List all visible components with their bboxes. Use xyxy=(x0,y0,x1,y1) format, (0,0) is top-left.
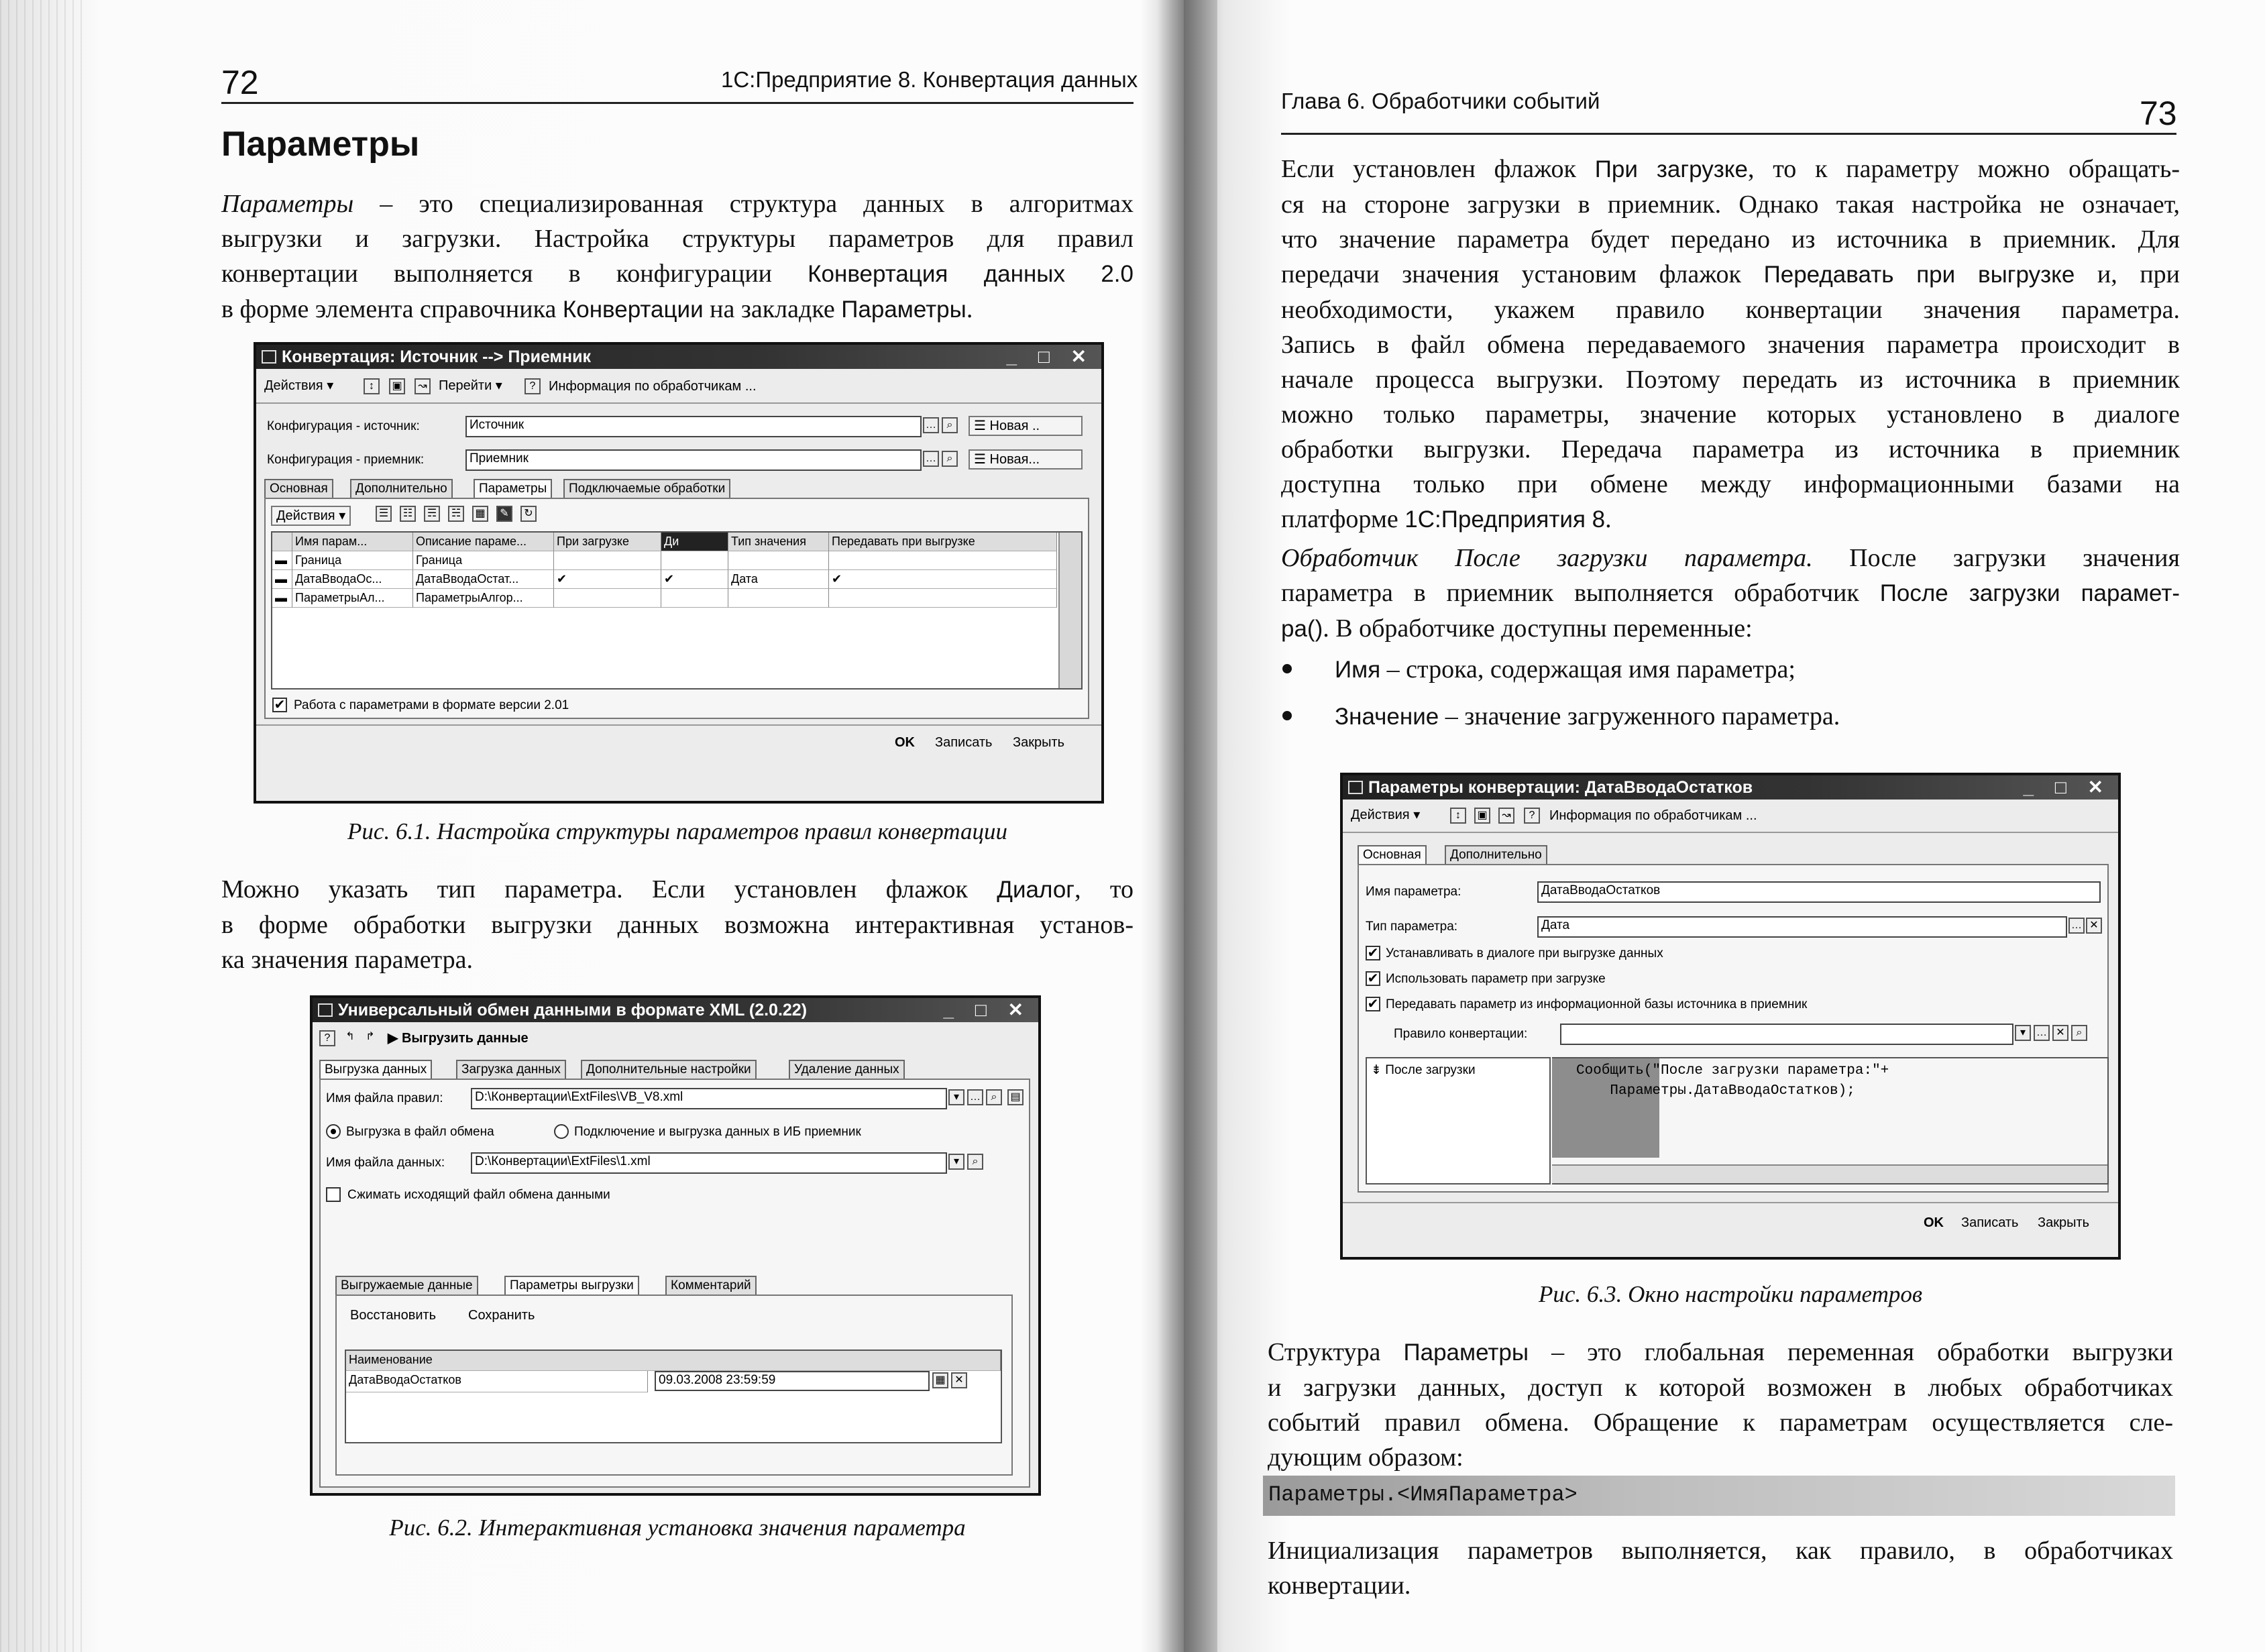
window-title-bar xyxy=(313,998,1038,1022)
text: – это специализированная структура данных в алгоритмах xyxy=(353,190,1134,218)
code-line-1: Сообщить("После загрузки параметра:"+ xyxy=(1576,1063,1889,1079)
term: Конвертации xyxy=(562,296,704,323)
grid-cell[interactable]: Граница xyxy=(413,551,554,570)
toolbar-divider xyxy=(1343,832,2118,833)
tab-unload-parameters[interactable]: Параметры выгрузки xyxy=(504,1276,639,1295)
goto-menu[interactable]: Перейти ▾ xyxy=(439,378,502,393)
edit-row-icon[interactable]: ☴ xyxy=(424,506,440,522)
handlers-info-button[interactable]: Информация по обработчикам ... xyxy=(549,379,757,394)
new-target-button[interactable]: ☰ Новая... xyxy=(969,449,1083,470)
window-controls[interactable]: _ □ ✕ xyxy=(943,999,1032,1020)
restore-button[interactable]: Восстановить xyxy=(350,1308,437,1323)
target-field[interactable]: Приемник xyxy=(465,449,922,471)
term: При загрузке xyxy=(1594,156,1748,182)
term: Диалог xyxy=(997,877,1075,903)
text: , то xyxy=(1074,875,1134,903)
copy-row-icon[interactable]: ☷ xyxy=(400,506,416,522)
clear-icon[interactable]: ✕ xyxy=(2086,918,2102,934)
refresh-icon[interactable]: ↻ xyxy=(520,506,537,522)
grid-cell[interactable]: Граница xyxy=(292,551,413,570)
column-header[interactable]: Ди xyxy=(661,533,728,551)
window-title: Конвертация: Источник --> Приемник xyxy=(282,347,591,366)
unload-to-file-label: Выгрузка в файл обмена xyxy=(346,1125,494,1139)
conversion-rule-label: Правило конвертации: xyxy=(1394,1027,1528,1041)
on-load-checkbox-label: Использовать параметр при загрузке xyxy=(1386,972,1606,986)
tab-main[interactable]: Основная xyxy=(264,479,333,498)
term: Конвертация данных 2.0 xyxy=(808,261,1134,287)
dialog-checkbox[interactable]: ✔ xyxy=(1366,946,1380,960)
save-button[interactable]: Записать xyxy=(935,735,993,750)
grid-cell[interactable] xyxy=(728,551,829,570)
section-heading: Параметры xyxy=(221,125,420,164)
text: . xyxy=(1605,505,1612,533)
grid-cell[interactable] xyxy=(829,551,1057,570)
search-icon[interactable]: ⌕ xyxy=(2071,1025,2087,1041)
help-icon[interactable]: ? xyxy=(524,378,541,394)
text: выгрузки и загрузки. Настройка структуры параметров для правил xyxy=(221,225,1134,253)
help-icon[interactable]: ? xyxy=(319,1030,335,1046)
ellipsis-icon[interactable]: … xyxy=(923,451,939,467)
term: Имя xyxy=(1335,657,1381,683)
tab-main[interactable]: Основная xyxy=(1358,845,1427,864)
actions-menu[interactable]: Действия ▾ xyxy=(1351,808,1421,822)
column-header[interactable]: Передавать при выгрузке xyxy=(829,533,1057,551)
term: Параметры xyxy=(1403,1339,1529,1366)
data-file-field[interactable]: D:\Конвертации\ExtFiles\1.xml xyxy=(471,1152,947,1174)
dialog-checkbox-label: Устанавливать в диалоге при выгрузке данных xyxy=(1386,946,1663,960)
term: ра() xyxy=(1281,616,1323,642)
text: платформе xyxy=(1281,505,1405,533)
text: . xyxy=(966,295,973,323)
window-title-bar xyxy=(256,345,1101,369)
grid-cell[interactable]: ПараметрыАл... xyxy=(292,589,413,608)
conversion-rule-field[interactable] xyxy=(1560,1024,2013,1045)
code-example xyxy=(1263,1476,2175,1516)
text: дующим образом: xyxy=(1268,1443,1463,1472)
text: – это глобальная переменная обработки выгрузки xyxy=(1529,1338,2173,1366)
text: параметра в приемник выполняется обработчик xyxy=(1281,579,1880,607)
right-paragraph-2 xyxy=(1281,541,2180,647)
parameters-grid xyxy=(271,531,1083,690)
text: доступна только при обмене между информационными базами на xyxy=(1281,470,2180,498)
term-parameters: Параметры xyxy=(221,190,354,218)
ok-button[interactable]: OK xyxy=(1924,1215,1944,1230)
target-label: Конфигурация - приемник: xyxy=(267,453,425,467)
search-icon[interactable]: ⌕ xyxy=(942,417,958,433)
right-paragraph-1 xyxy=(1281,152,2180,537)
compress-checkbox[interactable] xyxy=(326,1187,341,1202)
calendar-icon[interactable]: ▦ xyxy=(932,1372,948,1388)
footer-divider xyxy=(256,724,1101,726)
tab-additional[interactable]: Дополнительно xyxy=(350,479,453,498)
text: передачи значения установим флажок xyxy=(1281,260,1764,288)
text: – значение загруженного параметра. xyxy=(1439,702,1840,730)
actions-menu[interactable]: Действия ▾ xyxy=(264,378,334,393)
new-source-button[interactable]: ☰ Новая .. xyxy=(969,416,1083,436)
handler-icon: ⇟ xyxy=(1371,1063,1382,1077)
text: можно только параметры, значение которых установлено в диалоге xyxy=(1281,400,2180,429)
right-paragraph-4 xyxy=(1268,1533,2173,1603)
param-name-field[interactable]: ДатаВводаОстатков xyxy=(1537,881,2101,903)
text: . В обработчике доступны переменные: xyxy=(1323,614,1753,643)
goto-icon[interactable]: ↝ xyxy=(415,378,431,394)
bullet-1 xyxy=(1335,652,2180,687)
clear-icon[interactable]: ✕ xyxy=(951,1372,967,1388)
term: 1С:Предприятия 8 xyxy=(1404,506,1606,533)
connect-unload-radio[interactable] xyxy=(554,1124,569,1139)
param-type-field[interactable]: Дата xyxy=(1537,916,2067,938)
save-button[interactable]: Сохранить xyxy=(468,1308,535,1323)
unload-to-file-radio[interactable] xyxy=(326,1124,341,1139)
tab-delete[interactable]: Удаление данных xyxy=(789,1060,905,1079)
tab-unloaded-data[interactable]: Выгружаемые данные xyxy=(335,1276,478,1295)
row-marker-icon: ▬ xyxy=(272,551,292,570)
term: Значение xyxy=(1335,704,1439,730)
text: конвертации выполняется в конфигурации xyxy=(221,260,808,288)
param-type-label: Тип параметра: xyxy=(1366,920,1458,934)
value-field[interactable]: 09.03.2008 23:59:59 xyxy=(655,1371,930,1391)
left-paragraph-1 xyxy=(221,186,1134,327)
grid-cell[interactable]: ✔ xyxy=(661,570,728,589)
delete-row-icon[interactable]: ☵ xyxy=(448,506,464,522)
right-page-number: 73 xyxy=(2140,95,2177,132)
ellipsis-icon[interactable]: … xyxy=(2068,918,2085,934)
window-title: Параметры конвертации: ДатаВводаОстатков xyxy=(1368,778,1753,797)
text: на закладке xyxy=(703,295,842,323)
format-2-01-checkbox[interactable]: ✔ xyxy=(272,698,287,712)
text: – строка, содержащая имя параметра; xyxy=(1380,655,1796,683)
window-controls[interactable]: _ □ ✕ xyxy=(2023,777,2111,797)
ok-button[interactable]: OK xyxy=(895,735,915,750)
code-text: Параметры.<ИмяПараметра> xyxy=(1268,1482,1578,1507)
text: Если установлен флажок xyxy=(1281,155,1595,183)
conversion-window xyxy=(254,342,1104,804)
goto-icon[interactable]: ↝ xyxy=(1498,808,1514,824)
param-name-label: Имя параметра: xyxy=(1366,885,1461,899)
toolbar-divider xyxy=(256,402,1101,404)
text: Запись в файл обмена передаваемого значения параметра происходит в xyxy=(1281,331,2180,359)
column-header[interactable]: Тип значения xyxy=(728,533,829,551)
open-file-icon[interactable]: ▤ xyxy=(1007,1089,1024,1105)
figure-1-caption: Рис. 6.1. Настройка структуры параметров правил конвертации xyxy=(347,818,1007,844)
close-button[interactable]: Закрыть xyxy=(2038,1215,2090,1230)
rules-file-field[interactable]: D:\Конвертации\ExtFiles\VB_V8.xml xyxy=(471,1088,947,1109)
text: ка значения параметра. xyxy=(221,946,473,974)
dropdown-icon[interactable]: ▾ xyxy=(948,1154,964,1170)
text: Структура xyxy=(1268,1338,1404,1366)
grid-cell[interactable] xyxy=(728,589,829,608)
transfer-checkbox[interactable]: ✔ xyxy=(1366,997,1380,1011)
clear-icon[interactable]: ✕ xyxy=(2052,1025,2068,1041)
tab-parameters[interactable]: Параметры xyxy=(474,479,552,498)
undo-icon[interactable]: ↰ xyxy=(345,1031,355,1042)
tab-unload[interactable]: Выгрузка данных xyxy=(319,1060,432,1079)
grid-cell[interactable] xyxy=(554,551,661,570)
grid-corner xyxy=(272,533,292,551)
parameters-grid xyxy=(345,1350,1002,1443)
ellipsis-icon[interactable]: … xyxy=(923,417,939,433)
handler-item[interactable]: ⇟ После загрузки xyxy=(1371,1063,1476,1077)
page-edges xyxy=(0,0,87,1652)
text: Можно указать тип параметра. Если установлен флажок xyxy=(221,875,997,903)
search-icon[interactable]: ⌕ xyxy=(986,1089,1002,1105)
window-controls[interactable]: _ □ ✕ xyxy=(1006,346,1095,367)
grid-cell[interactable]: ДатаВводаОс... xyxy=(292,570,413,589)
grid-cell[interactable] xyxy=(554,589,661,608)
bullet-2 xyxy=(1335,699,2180,734)
left-header-rule xyxy=(221,102,1134,104)
handler-code-editor[interactable] xyxy=(1552,1057,2109,1185)
right-running-head: Глава 6. Обработчики событий xyxy=(1281,89,1600,113)
on-load-checkbox[interactable]: ✔ xyxy=(1366,971,1380,986)
text: в форме элемента справочника xyxy=(221,295,563,323)
compress-label: Сжимать исходящий файл обмена данными xyxy=(347,1188,610,1202)
right-header-rule xyxy=(1281,133,2176,135)
refresh-icon[interactable]: ▣ xyxy=(389,378,405,394)
bullet-icon xyxy=(1282,664,1292,673)
text: событий правил обмена. Обращение к параметрам осуществляется сле- xyxy=(1268,1409,2173,1437)
unload-data-button[interactable]: ▶ Выгрузить данные xyxy=(388,1031,529,1046)
text: , то к параметру можно обращать- xyxy=(1747,155,2180,183)
footer-divider xyxy=(1343,1202,2118,1203)
handlers-info-button[interactable]: Информация по обработчикам ... xyxy=(1549,808,1757,823)
source-label: Конфигурация - источник: xyxy=(267,419,420,433)
text: что значение параметра будет передано из источника в приемник. Для xyxy=(1281,225,2180,254)
move-icon[interactable]: ▦ xyxy=(472,506,488,522)
column-header[interactable]: Наименование xyxy=(346,1351,1001,1371)
grid-scrollbar[interactable] xyxy=(1058,533,1081,688)
text: конвертации. xyxy=(1268,1572,1411,1600)
search-icon[interactable]: ⌕ xyxy=(967,1154,983,1170)
text: После загрузки значения xyxy=(1812,544,2180,572)
source-field[interactable]: Источник xyxy=(465,416,922,437)
rules-file-label: Имя файла правил: xyxy=(326,1091,443,1105)
grid-cell[interactable] xyxy=(661,589,728,608)
grid-cell[interactable]: ✔ xyxy=(829,570,1057,589)
redo-icon[interactable]: ↱ xyxy=(366,1031,375,1042)
tab-plugins[interactable]: Подключаемые обработки xyxy=(563,479,730,498)
save-button[interactable]: Записать xyxy=(1961,1215,2019,1230)
column-header[interactable]: При загрузке xyxy=(554,533,661,551)
xml-exchange-window xyxy=(310,995,1041,1496)
code-line-2: Параметры.ДатаВводаОстатков); xyxy=(1576,1083,1855,1099)
handlers-list xyxy=(1366,1057,1551,1185)
ellipsis-icon[interactable]: … xyxy=(967,1089,983,1105)
term: Обработчик После загрузки параметра. xyxy=(1281,544,1813,572)
text: и загрузки данных, доступ к которой возможен в любых обработчиках xyxy=(1268,1374,2173,1402)
ellipsis-icon[interactable]: … xyxy=(2034,1025,2050,1041)
column-header[interactable]: Имя парам... xyxy=(292,533,413,551)
tab-load[interactable]: Загрузка данных xyxy=(456,1060,566,1079)
grid-cell[interactable]: ДатаВводаОстатков xyxy=(346,1371,648,1392)
window-icon xyxy=(1348,781,1363,794)
transfer-checkbox-label: Передавать параметр из информационной базы источника в приемник xyxy=(1386,997,1808,1011)
text: Инициализация параметров выполняется, как правило, в обработчиках xyxy=(1268,1537,2173,1565)
left-paragraph-2 xyxy=(221,872,1134,977)
grid-cell[interactable] xyxy=(661,551,728,570)
close-button[interactable]: Закрыть xyxy=(1013,735,1065,750)
text: начале процесса выгрузки. Поэтому передать из источника в приемник xyxy=(1281,366,2180,394)
text: ся на стороне загрузки в приемник. Однако такая настройка не означает, xyxy=(1281,190,2180,219)
window-icon xyxy=(262,350,276,364)
tab-extra-settings[interactable]: Дополнительные настройки xyxy=(581,1060,757,1079)
left-page-number: 72 xyxy=(221,64,259,101)
text: необходимости, укажем правило конвертации значения параметра. xyxy=(1281,296,2180,324)
dropdown-icon[interactable]: ▾ xyxy=(948,1089,964,1105)
grid-cell[interactable]: ✔ xyxy=(554,570,661,589)
figure-3-caption: Рис. 6.3. Окно настройки параметров xyxy=(1538,1281,1923,1307)
grid-cell[interactable] xyxy=(829,589,1057,608)
connect-unload-label: Подключение и выгрузка данных в ИБ приемник xyxy=(574,1125,861,1139)
tab-additional[interactable]: Дополнительно xyxy=(1445,845,1547,864)
column-header[interactable]: Описание параме... xyxy=(413,533,554,551)
grid-cell[interactable]: Дата xyxy=(728,570,829,589)
row-marker-icon: ▬ xyxy=(272,570,292,589)
tab-comment[interactable]: Комментарий xyxy=(665,1276,757,1295)
data-file-label: Имя файла данных: xyxy=(326,1156,445,1170)
term: Передавать при выгрузке xyxy=(1763,262,2075,288)
dropdown-icon[interactable]: ▾ xyxy=(2015,1025,2031,1041)
window-title-bar xyxy=(1343,775,2118,800)
edit-icon[interactable]: ✎ xyxy=(496,506,512,522)
row-marker-icon: ▬ xyxy=(272,589,292,608)
right-paragraph-3 xyxy=(1268,1335,2173,1475)
grid-cell[interactable]: ДатаВводаОстат... xyxy=(413,570,554,589)
text: в форме обработки выгрузки данных возможна интерактивная установ- xyxy=(221,911,1134,939)
text: обработки выгрузки. Передача параметра из источника в приемник xyxy=(1281,435,2180,463)
arrow-icon[interactable]: ↕ xyxy=(1450,808,1466,824)
format-2-01-label: Работа с параметрами в формате версии 2.01 xyxy=(294,698,569,712)
arrow-icon[interactable]: ↕ xyxy=(364,378,380,394)
horizontal-scrollbar[interactable] xyxy=(1552,1164,2107,1183)
figure-2-caption: Рис. 6.2. Интерактивная установка значения параметра xyxy=(389,1515,966,1541)
add-row-icon[interactable]: ☰ xyxy=(376,506,392,522)
text: и, при xyxy=(2075,260,2180,288)
term: После загрузки парамет- xyxy=(1879,580,2180,606)
left-running-head: 1С:Предприятие 8. Конвертация данных xyxy=(721,67,1138,92)
bullet-icon xyxy=(1282,711,1292,720)
help-icon[interactable]: ? xyxy=(1524,808,1540,824)
parameter-settings-window xyxy=(1340,773,2121,1260)
refresh-icon[interactable]: ▣ xyxy=(1474,808,1490,824)
grid-cell[interactable]: ПараметрыАлгор... xyxy=(413,589,554,608)
search-icon[interactable]: ⌕ xyxy=(942,451,958,467)
window-icon xyxy=(318,1003,333,1017)
term: Параметры xyxy=(841,296,966,323)
grid-actions-menu[interactable]: Действия ▾ xyxy=(271,506,351,526)
gutter-shadow xyxy=(1157,0,1217,1652)
window-title: Универсальный обмен данными в формате XML (2.0.22) xyxy=(338,1001,808,1020)
